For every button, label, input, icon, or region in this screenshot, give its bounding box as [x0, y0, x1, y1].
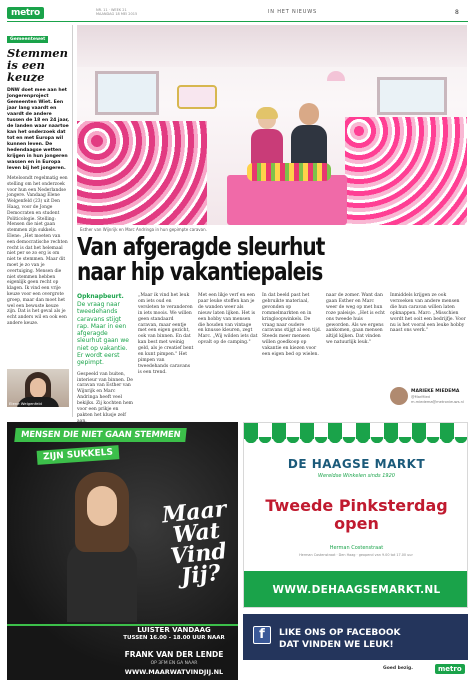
- article-body-4: In dat beeld past het gebruikte materiaal, gevonden op rommelmarkten en in kringloopwinkels. De vraag naar oudere caravans stijgt al een tijd. Steeds meer mensen willen goedkoop op vakantie en kiezen voor een eigen bed op wielen.: [262, 293, 322, 358]
- author-photo: [7, 369, 69, 407]
- header-divider: [7, 21, 468, 22]
- ad-times: TUSSEN 16.00 - 18.00 UUR NAAR: [123, 635, 225, 641]
- photo-flowers: [247, 163, 331, 181]
- facebook-icon[interactable]: f: [253, 626, 271, 644]
- fb-line-1: LIKE ONS OP FACEBOOK: [279, 628, 401, 638]
- metro-footer-logo: metro: [435, 664, 465, 674]
- column-divider: [72, 25, 73, 417]
- article-body-3: Met een likje verf en een paar leuke stoffen kan je de wanden weer als nieuw laten lijken. Het is een hobby van mensen die houden van vintage en knusse kleuren, zegt Marc. „Wij wilden iets dat opvalt op de camping.": [198, 293, 258, 346]
- ad-portrait-shirt: [67, 542, 137, 622]
- radio-advertisement[interactable]: [7, 422, 238, 680]
- ad-banner: MENSEN DIE NIET GAAN STEMMEN: [14, 428, 187, 442]
- woman-hair: [256, 107, 278, 119]
- headline-line-2: naar hip vakantiepaleis: [77, 257, 323, 286]
- article-body-1: Gespeeld van buiten, interieur van binnen. De caravan van Esther van Wijnrijk en Marc Andringa heeft veel bekijks. Zij kochten hem voor een prikje en pakten het klusje zelf: [77, 371, 133, 419]
- market-advertisement[interactable]: [243, 422, 468, 608]
- photo-cushion-right: [345, 117, 467, 225]
- event-line-2: open: [334, 514, 379, 533]
- page-header: [0, 0, 475, 22]
- sidebar-body: Meteloondt regelmatig een stelling om het onderzoek voor hun een Nederlandse jongere. Vandaag Elene Welgenfeld (23) uit Den Haag, voor de Jonge Democraten en student Politicologie. Stelling: Mensen die niet gaan stemmen zijn sukkels. Elene: „Het moeten van een democratische rechten recht is dat het helemaal niet per se zo erg is om niet te stemmen. Maar dit moet je zo van je overtuiging. Mensen die niet stemmen hebben eigenlijk geen recht op klagen. Ik vind een vrije keuze voor een overgrote groep, maar dan moet het wel een bewuste keuze zijn. Dat is het geval als je echt anders wil en ook een andere keuze.: [7, 176, 68, 326]
- article-body-6: Inmiddels krijgen ze ook verzoeken van andere mensen die hun caravan willen laten opknappen. Marc: „Misschien wordt het ooit een bedrijfje. Voor nu is het vooral een leuke hobby naast ons werk.": [390, 293, 466, 334]
- byline-handle[interactable]: @MarMied: [411, 395, 430, 399]
- issue-number: NR. 11 · WEEK 21: [96, 8, 127, 12]
- byline-email[interactable]: m.miedema@metronieuws.nl: [411, 400, 464, 404]
- metro-logo: [7, 7, 44, 19]
- section-label: IN HET NIEUWS: [268, 9, 317, 15]
- article-body-5: naar de zomer. Want dan gaan Esther en Marc weer de weg op met hun roze paleisje. „Het is echt ons tweede huis geworden. Als we ergens aankomen, gaan mensen altijd kijken. Dat vinden we natuurlijk leuk.": [326, 293, 385, 346]
- byline-name: MARIEKE MIEDEMA: [411, 389, 460, 394]
- ad-portrait-face: [87, 486, 117, 526]
- page-number: 8: [455, 9, 459, 16]
- ad-portrait: [67, 472, 137, 622]
- avatar: [390, 387, 408, 405]
- photo-cushion-left: [77, 121, 207, 225]
- issue-date: MAANDAG 18 MEI 2015: [96, 12, 138, 16]
- event-line-1: Tweede Pinksterdag: [265, 496, 448, 515]
- logo-text: metro: [11, 8, 40, 18]
- fb-footer-text: Goed bezig.: [383, 666, 413, 671]
- ad-nav: OP 3FM EN GA NAAR: [150, 661, 198, 666]
- issue-meta: [96, 8, 137, 16]
- ad-url-link[interactable]: WWW.MAARWATVINDJIJ.NL: [124, 668, 224, 676]
- photo-ceiling: [77, 25, 467, 67]
- ad-subbanner: ZIJN SUKKELS: [37, 445, 120, 465]
- article-intro: De vraag naar tweedehands caravans stijgt rap. Maar in een afgeragde sleurhut gaan we niet op vakantie. Er wordt eerst gepimpt.: [77, 301, 129, 367]
- photo-window-right: [377, 77, 447, 115]
- market-name: DE HAAGSE MARKT: [287, 457, 426, 471]
- article-lead-column: [77, 293, 133, 425]
- sidebar-column: [7, 25, 69, 415]
- sidebar-lead: DNW doet mee aan het Jongerenproject Gemeenten Wiet. Een jaar lang vaardt en vaardt de andere tussen de 18 en 24 jaar, de landen waar naartoe kan het onderzoek dat tot en met Europa wil kunnen leven. De hedendaagse wetten krijgen in hun jongeren wassen en in Europa leven bij het jongeren.: [7, 88, 70, 171]
- photo-lamp: [327, 71, 345, 81]
- article-headline: [77, 234, 397, 284]
- column-tag: Gemeentewet: [7, 36, 48, 43]
- ad-awning-scallop: [244, 437, 468, 443]
- market-address: Herman Costenstraat: [329, 545, 384, 551]
- market-event: [244, 497, 468, 533]
- market-tagline: Wereldse Winkelen sinds 1920: [318, 473, 395, 479]
- man-head: [299, 103, 319, 125]
- caravan-photo: [77, 25, 467, 225]
- photo-table: [227, 175, 347, 225]
- ad-host: FRANK VAN DER LENDE: [124, 650, 224, 659]
- article-kicker: Opknapbeurt.: [77, 293, 124, 300]
- market-note: Herman Costenstraat · Den Haag · geopend van 9.00 tot 17.00 uur: [299, 553, 413, 557]
- article-body-2: „Maar ik vind het leuk om iets oud en versleten te veranderen in iets moois. We willen geen standaard caravan, maar eentje met een eigen gezicht, ook van binnen. En dat kan best met weinig geld, als je creatief bent en kunt pimpen." Het pimpen van tweedehands caravans is een trend.: [138, 293, 194, 375]
- author-face: [30, 378, 46, 398]
- author-byline: [390, 383, 466, 413]
- ad-script-text: Maar Wat Vind Jij?: [160, 495, 228, 590]
- ad-listen: LUISTER VANDAAG: [137, 626, 211, 634]
- author-name: Elene Welgenfeld: [9, 401, 42, 406]
- photo-window-left: [95, 71, 159, 115]
- photo-caption: Esther van Wijnrijk en Marc Andringa in hun gepimpte caravan.: [80, 227, 207, 232]
- market-url-link[interactable]: WWW.DEHAAGSEMARKT.NL: [272, 584, 441, 596]
- sidebar-heading: Stemmen is een keuze: [7, 46, 68, 84]
- photo-mirror: [177, 85, 217, 109]
- fb-line-2: DAT VINDEN WE LEUK!: [279, 640, 394, 650]
- headline-line-1: Van afgeragde sleurhut: [77, 232, 325, 261]
- facebook-advertisement[interactable]: [243, 614, 468, 680]
